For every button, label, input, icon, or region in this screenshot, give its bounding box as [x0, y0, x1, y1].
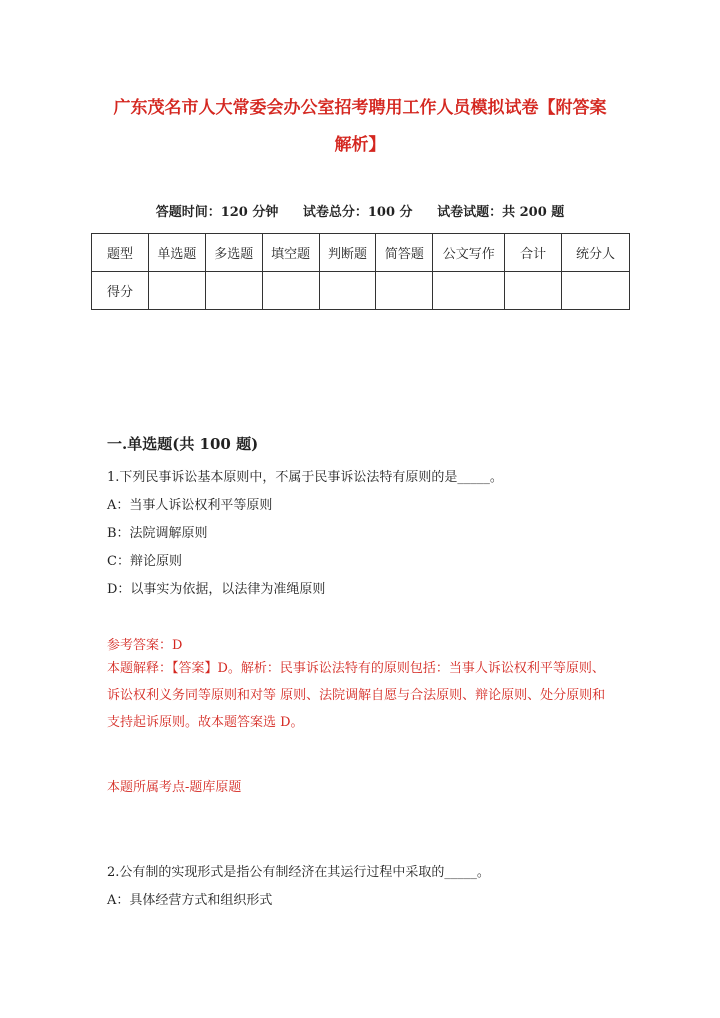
score-cell — [262, 272, 319, 310]
score-table-header: 单选题 — [148, 234, 205, 272]
score-table-header: 题型 — [92, 234, 149, 272]
score-cell — [562, 272, 630, 310]
score-table-header-row — [92, 234, 630, 272]
score-table-header: 统分人 — [562, 234, 630, 272]
score-cell — [205, 272, 262, 310]
exam-total-score: 试卷总分：100 分 — [302, 205, 413, 220]
question-1-text: 1.下列民事诉讼基本原则中，不属于民事诉讼法特有原则的是_____。 — [107, 470, 503, 485]
question-1-option-c: C：辩论原则 — [107, 554, 182, 569]
section-heading: 一.单选题(共 100 题) — [107, 435, 259, 453]
question-1-answer: 参考答案：D — [107, 638, 183, 653]
question-1-explanation: 本题解释：【答案】D。解析：民事诉讼法特有的原则包括：当事人诉讼权利平等原则、诉讼权利义务同等原则和对等 原则、法院调解自愿与合法原则、辩论原则、处分原则和支持起诉原则。故本题答案选 D。 — [107, 661, 606, 730]
score-cell — [505, 272, 562, 310]
exam-question-count: 试卷试题：共 200 题 — [437, 205, 565, 220]
score-cell — [433, 272, 505, 310]
score-table-score-row — [92, 272, 630, 310]
question-1-option-b: B：法院调解原则 — [107, 526, 208, 541]
score-cell — [148, 272, 205, 310]
question-1-option-a: A：当事人诉讼权利平等原则 — [107, 498, 273, 513]
score-row-label: 得分 — [92, 272, 149, 310]
document-title-line-1: 广东茂名市人大常委会办公室招考聘用工作人员模拟试卷【附答案 — [113, 98, 607, 118]
score-table-header: 简答题 — [376, 234, 433, 272]
score-table — [91, 233, 630, 310]
exam-meta — [0, 201, 720, 220]
question-2-text: 2.公有制的实现形式是指公有制经济在其运行过程中采取的_____。 — [107, 865, 490, 880]
score-table-header: 合计 — [505, 234, 562, 272]
score-cell — [319, 272, 376, 310]
score-table-header: 公文写作 — [433, 234, 505, 272]
question-2-option-a: A：具体经营方式和组织形式 — [107, 893, 273, 908]
question-1-source: 本题所属考点-题库原题 — [107, 780, 242, 795]
score-table-header: 多选题 — [205, 234, 262, 272]
score-table-header: 填空题 — [262, 234, 319, 272]
document-title-line-2: 解析】 — [334, 135, 386, 155]
exam-time: 答题时间：120 分钟 — [155, 205, 279, 220]
score-table-header: 判断题 — [319, 234, 376, 272]
question-1-option-d: D：以事实为依据，以法律为准绳原则 — [107, 582, 326, 597]
score-cell — [376, 272, 433, 310]
